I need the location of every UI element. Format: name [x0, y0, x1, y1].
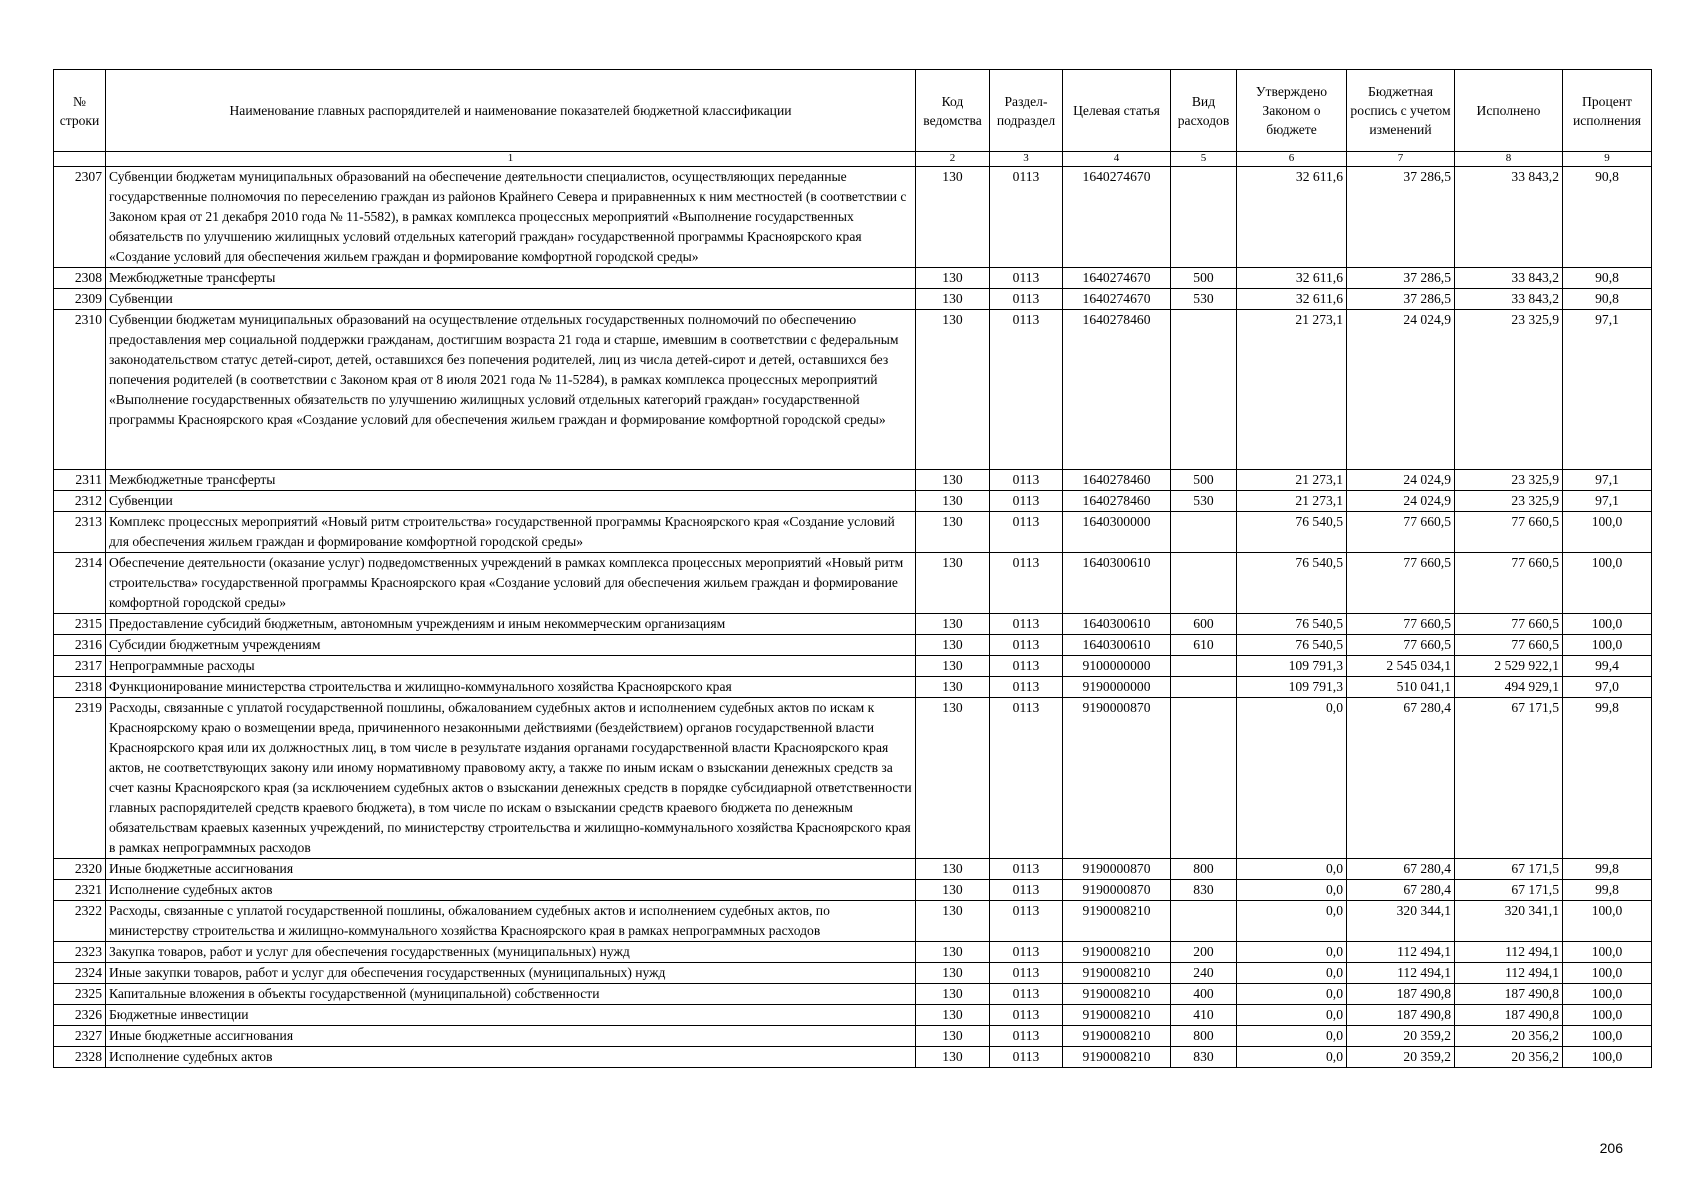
table-row [54, 1047, 1652, 1068]
row-approved: 21 273,1 [1237, 491, 1347, 512]
table-row [54, 635, 1652, 656]
row-percent: 100,0 [1563, 614, 1652, 635]
row-number: 2308 [54, 268, 106, 289]
table-row [54, 268, 1652, 289]
row-approved: 21 273,1 [1237, 470, 1347, 491]
table-row [54, 491, 1652, 512]
row-percent: 99,8 [1563, 880, 1652, 901]
row-section: 0113 [990, 880, 1063, 901]
row-dept-code: 130 [916, 614, 990, 635]
row-section: 0113 [990, 901, 1063, 942]
row-target: 1640278460 [1063, 470, 1171, 491]
row-percent: 97,1 [1563, 470, 1652, 491]
row-percent: 100,0 [1563, 1026, 1652, 1047]
row-executed: 187 490,8 [1455, 984, 1563, 1005]
row-percent: 100,0 [1563, 512, 1652, 553]
table-row [54, 880, 1652, 901]
row-executed: 67 171,5 [1455, 859, 1563, 880]
row-number: 2328 [54, 1047, 106, 1068]
row-approved: 32 611,6 [1237, 289, 1347, 310]
row-dept-code: 130 [916, 880, 990, 901]
row-dept-code: 130 [916, 1026, 990, 1047]
row-executed: 33 843,2 [1455, 268, 1563, 289]
row-executed: 23 325,9 [1455, 470, 1563, 491]
row-section: 0113 [990, 491, 1063, 512]
header-expense-type: Вид расходов [1171, 70, 1237, 152]
row-target: 1640278460 [1063, 310, 1171, 470]
row-number: 2319 [54, 698, 106, 859]
row-budget-list: 37 286,5 [1347, 268, 1455, 289]
row-target: 1640274670 [1063, 167, 1171, 268]
row-section: 0113 [990, 656, 1063, 677]
row-name: Комплекс процессных мероприятий «Новый ритм строительства» государственной программы Красноярского края «Создание условий для обеспечения жильем граждан и формирование комфортной городской среды» [106, 512, 916, 553]
row-target: 9190008210 [1063, 984, 1171, 1005]
row-executed: 33 843,2 [1455, 167, 1563, 268]
row-target: 9190008210 [1063, 1026, 1171, 1047]
table-row [54, 553, 1652, 614]
row-approved: 0,0 [1237, 901, 1347, 942]
row-target: 1640300000 [1063, 512, 1171, 553]
column-number: 6 [1237, 152, 1347, 167]
table-row [54, 470, 1652, 491]
row-number: 2311 [54, 470, 106, 491]
row-dept-code: 130 [916, 901, 990, 942]
row-expense-type [1171, 310, 1237, 470]
row-expense-type [1171, 698, 1237, 859]
row-expense-type: 600 [1171, 614, 1237, 635]
row-name: Межбюджетные трансферты [106, 268, 916, 289]
page-number: 206 [1599, 1140, 1623, 1156]
row-name: Исполнение судебных актов [106, 880, 916, 901]
row-executed: 112 494,1 [1455, 963, 1563, 984]
row-target: 9100000000 [1063, 656, 1171, 677]
row-executed: 67 171,5 [1455, 880, 1563, 901]
row-expense-type [1171, 656, 1237, 677]
row-target: 9190000870 [1063, 859, 1171, 880]
row-expense-type [1171, 167, 1237, 268]
table-row [54, 167, 1652, 268]
row-executed: 33 843,2 [1455, 289, 1563, 310]
row-expense-type: 530 [1171, 289, 1237, 310]
row-dept-code: 130 [916, 470, 990, 491]
row-dept-code: 130 [916, 677, 990, 698]
row-name: Капитальные вложения в объекты государственной (муниципальной) собственности [106, 984, 916, 1005]
row-executed: 20 356,2 [1455, 1047, 1563, 1068]
table-row [54, 310, 1652, 470]
row-approved: 0,0 [1237, 984, 1347, 1005]
table-row [54, 512, 1652, 553]
row-executed: 67 171,5 [1455, 698, 1563, 859]
row-name: Обеспечение деятельности (оказание услуг) подведомственных учреждений в рамках комплекса процессных мероприятий «Новый ритм строительства» государственной программы Красноярского края «Создание условий для обеспечения жильем граждан и формирование комфортной городской среды» [106, 553, 916, 614]
column-number: 8 [1455, 152, 1563, 167]
row-name: Субвенции бюджетам муниципальных образований на осуществление отдельных государственных полномочий по обеспечению предоставления мер социальной поддержки гражданам, достигшим возраста 21 года и старше, имевшим в соответствии с федеральным законодательством статус детей-сирот, детей, оставшихся без попечения родителей, лиц из числа детей-сирот и детей, оставшихся без попечения родителей (в соответствии с Законом края от 8 июля 2021 года № 11-5284), в рамках комплекса процессных мероприятий «Выполнение государственных обязательств по улучшению жилищных условий отдельных категорий граждан» государственной программы Красноярского края «Создание условий для обеспечения жильем граждан и формирование комфортной городской среды» [106, 310, 916, 470]
row-name: Иные бюджетные ассигнования [106, 1026, 916, 1047]
row-number: 2325 [54, 984, 106, 1005]
header-approved: Утверждено Законом о бюджете [1237, 70, 1347, 152]
row-section: 0113 [990, 963, 1063, 984]
column-number: 5 [1171, 152, 1237, 167]
row-expense-type: 200 [1171, 942, 1237, 963]
row-number: 2318 [54, 677, 106, 698]
row-budget-list: 187 490,8 [1347, 1005, 1455, 1026]
row-name: Исполнение судебных актов [106, 1047, 916, 1068]
row-expense-type: 500 [1171, 470, 1237, 491]
row-budget-list: 37 286,5 [1347, 167, 1455, 268]
table-row [54, 614, 1652, 635]
row-name: Закупка товаров, работ и услуг для обеспечения государственных (муниципальных) нужд [106, 942, 916, 963]
row-section: 0113 [990, 167, 1063, 268]
table-body [54, 167, 1652, 1068]
row-section: 0113 [990, 859, 1063, 880]
row-budget-list: 510 041,1 [1347, 677, 1455, 698]
row-dept-code: 130 [916, 942, 990, 963]
row-expense-type: 400 [1171, 984, 1237, 1005]
row-dept-code: 130 [916, 1047, 990, 1068]
row-name: Субсидии бюджетным учреждениям [106, 635, 916, 656]
row-target: 1640274670 [1063, 289, 1171, 310]
row-budget-list: 24 024,9 [1347, 491, 1455, 512]
row-budget-list: 67 280,4 [1347, 698, 1455, 859]
row-dept-code: 130 [916, 963, 990, 984]
row-expense-type: 610 [1171, 635, 1237, 656]
row-budget-list: 20 359,2 [1347, 1047, 1455, 1068]
row-executed: 494 929,1 [1455, 677, 1563, 698]
row-executed: 112 494,1 [1455, 942, 1563, 963]
table-row [54, 698, 1652, 859]
row-expense-type: 830 [1171, 1047, 1237, 1068]
header-dept-code: Код ведомства [916, 70, 990, 152]
row-dept-code: 130 [916, 289, 990, 310]
row-number: 2323 [54, 942, 106, 963]
row-section: 0113 [990, 512, 1063, 553]
row-executed: 77 660,5 [1455, 512, 1563, 553]
row-approved: 76 540,5 [1237, 635, 1347, 656]
row-executed: 20 356,2 [1455, 1026, 1563, 1047]
row-approved: 0,0 [1237, 1047, 1347, 1068]
row-approved: 76 540,5 [1237, 614, 1347, 635]
row-target: 9190008210 [1063, 942, 1171, 963]
row-name: Предоставление субсидий бюджетным, автономным учреждениям и иным некоммерческим организациям [106, 614, 916, 635]
row-number: 2322 [54, 901, 106, 942]
row-percent: 100,0 [1563, 1047, 1652, 1068]
row-section: 0113 [990, 553, 1063, 614]
row-target: 1640274670 [1063, 268, 1171, 289]
row-approved: 109 791,3 [1237, 677, 1347, 698]
row-budget-list: 77 660,5 [1347, 553, 1455, 614]
row-number: 2309 [54, 289, 106, 310]
row-dept-code: 130 [916, 553, 990, 614]
column-number: 9 [1563, 152, 1652, 167]
row-number: 2316 [54, 635, 106, 656]
row-number: 2317 [54, 656, 106, 677]
row-expense-type: 410 [1171, 1005, 1237, 1026]
header-executed: Исполнено [1455, 70, 1563, 152]
row-percent: 100,0 [1563, 635, 1652, 656]
row-target: 1640278460 [1063, 491, 1171, 512]
row-dept-code: 130 [916, 491, 990, 512]
row-name: Бюджетные инвестиции [106, 1005, 916, 1026]
table-row [54, 963, 1652, 984]
row-percent: 99,8 [1563, 859, 1652, 880]
row-section: 0113 [990, 1005, 1063, 1026]
row-approved: 0,0 [1237, 859, 1347, 880]
row-target: 1640300610 [1063, 553, 1171, 614]
row-percent: 90,8 [1563, 289, 1652, 310]
header-name: Наименование главных распорядителей и наименование показателей бюджетной классификации [106, 70, 916, 152]
row-section: 0113 [990, 635, 1063, 656]
row-percent: 100,0 [1563, 901, 1652, 942]
row-approved: 0,0 [1237, 698, 1347, 859]
row-percent: 100,0 [1563, 553, 1652, 614]
header-target: Целевая статья [1063, 70, 1171, 152]
row-number: 2320 [54, 859, 106, 880]
column-number [54, 152, 106, 167]
row-number: 2314 [54, 553, 106, 614]
row-name: Межбюджетные трансферты [106, 470, 916, 491]
row-target: 9190008210 [1063, 1005, 1171, 1026]
row-dept-code: 130 [916, 268, 990, 289]
row-dept-code: 130 [916, 1005, 990, 1026]
row-percent: 90,8 [1563, 268, 1652, 289]
row-number: 2321 [54, 880, 106, 901]
row-number: 2312 [54, 491, 106, 512]
row-section: 0113 [990, 677, 1063, 698]
header-section: Раздел-подраздел [990, 70, 1063, 152]
row-percent: 97,1 [1563, 310, 1652, 470]
row-section: 0113 [990, 698, 1063, 859]
row-section: 0113 [990, 614, 1063, 635]
row-section: 0113 [990, 1047, 1063, 1068]
row-name: Расходы, связанные с уплатой государственной пошлины, обжалованием судебных актов и исполнением судебных актов по искам к Красноярскому краю о возмещении вреда, причиненного незаконными действиями (бездействием) органов государственной власти Красноярского края или их должностных лиц, в том числе в результате издания органами государственной власти Красноярского края актов, не соответствующих закону или иному нормативному правовому акту, а также по иным искам о взыскании денежных средств за счет казны Красноярского края (за исключением судебных актов о взыскании денежных средств в порядке субсидиарной ответственности главных распорядителей средств краевого бюджета), в том числе по искам о взыскании средств краевого бюджета по денежным обязательствам краевых казенных учреждений, по министерству строительства и жилищно-коммунального хозяйства Красноярского края в рамках непрограммных расходов [106, 698, 916, 859]
row-budget-list: 24 024,9 [1347, 470, 1455, 491]
row-dept-code: 130 [916, 635, 990, 656]
row-percent: 100,0 [1563, 984, 1652, 1005]
row-number: 2307 [54, 167, 106, 268]
table-header-row [54, 70, 1652, 152]
row-target: 9190000870 [1063, 698, 1171, 859]
row-number: 2313 [54, 512, 106, 553]
row-approved: 0,0 [1237, 942, 1347, 963]
row-percent: 99,8 [1563, 698, 1652, 859]
column-number: 3 [990, 152, 1063, 167]
row-section: 0113 [990, 1026, 1063, 1047]
table-row [54, 984, 1652, 1005]
row-approved: 76 540,5 [1237, 512, 1347, 553]
row-percent: 100,0 [1563, 942, 1652, 963]
row-name: Иные закупки товаров, работ и услуг для обеспечения государственных (муниципальных) нужд [106, 963, 916, 984]
row-percent: 90,8 [1563, 167, 1652, 268]
row-budget-list: 187 490,8 [1347, 984, 1455, 1005]
row-section: 0113 [990, 984, 1063, 1005]
row-section: 0113 [990, 470, 1063, 491]
row-target: 9190008210 [1063, 901, 1171, 942]
table-row [54, 656, 1652, 677]
row-executed: 320 341,1 [1455, 901, 1563, 942]
row-percent: 99,4 [1563, 656, 1652, 677]
row-number: 2324 [54, 963, 106, 984]
row-budget-list: 20 359,2 [1347, 1026, 1455, 1047]
row-budget-list: 77 660,5 [1347, 635, 1455, 656]
row-executed: 2 529 922,1 [1455, 656, 1563, 677]
row-approved: 0,0 [1237, 963, 1347, 984]
table-row [54, 289, 1652, 310]
row-percent: 100,0 [1563, 1005, 1652, 1026]
budget-execution-table [53, 69, 1652, 1068]
row-expense-type: 500 [1171, 268, 1237, 289]
row-dept-code: 130 [916, 656, 990, 677]
table-row [54, 1026, 1652, 1047]
row-budget-list: 77 660,5 [1347, 512, 1455, 553]
row-name: Расходы, связанные с уплатой государственной пошлины, обжалованием судебных актов и исполнением судебных актов, по министерству строительства и жилищно-коммунального хозяйства Красноярского края в рамках непрограммных расходов [106, 901, 916, 942]
column-number-row [54, 152, 1652, 167]
row-dept-code: 130 [916, 859, 990, 880]
row-dept-code: 130 [916, 698, 990, 859]
row-number: 2326 [54, 1005, 106, 1026]
row-percent: 97,0 [1563, 677, 1652, 698]
row-budget-list: 2 545 034,1 [1347, 656, 1455, 677]
row-section: 0113 [990, 310, 1063, 470]
table-row [54, 942, 1652, 963]
row-executed: 77 660,5 [1455, 553, 1563, 614]
row-approved: 32 611,6 [1237, 167, 1347, 268]
row-executed: 187 490,8 [1455, 1005, 1563, 1026]
row-name: Субвенции [106, 289, 916, 310]
row-name: Субвенции [106, 491, 916, 512]
row-target: 9190008210 [1063, 963, 1171, 984]
row-approved: 21 273,1 [1237, 310, 1347, 470]
row-name: Непрограммные расходы [106, 656, 916, 677]
row-executed: 77 660,5 [1455, 614, 1563, 635]
row-budget-list: 67 280,4 [1347, 859, 1455, 880]
row-executed: 23 325,9 [1455, 310, 1563, 470]
header-percent: Процент исполнения [1563, 70, 1652, 152]
column-number: 7 [1347, 152, 1455, 167]
row-expense-type [1171, 901, 1237, 942]
column-number: 4 [1063, 152, 1171, 167]
row-number: 2310 [54, 310, 106, 470]
row-section: 0113 [990, 289, 1063, 310]
row-name: Субвенции бюджетам муниципальных образований на обеспечение деятельности специалистов, осуществляющих переданные государственные полномочия по переселению граждан из районов Крайнего Севера и приравненных к ним местностей (в соответствии с Законом края от 21 декабря 2010 года № 11-5582), в рамках комплекса процессных мероприятий «Выполнение государственных обязательств по улучшению жилищных условий отдельных категорий граждан» государственной программы Красноярского края «Создание условий для обеспечения жильем граждан и формирование комфортной городской среды» [106, 167, 916, 268]
row-budget-list: 112 494,1 [1347, 963, 1455, 984]
row-dept-code: 130 [916, 512, 990, 553]
row-target: 9190008210 [1063, 1047, 1171, 1068]
row-approved: 0,0 [1237, 1005, 1347, 1026]
row-expense-type [1171, 677, 1237, 698]
row-dept-code: 130 [916, 167, 990, 268]
row-budget-list: 112 494,1 [1347, 942, 1455, 963]
row-target: 1640300610 [1063, 635, 1171, 656]
row-name: Иные бюджетные ассигнования [106, 859, 916, 880]
row-section: 0113 [990, 268, 1063, 289]
row-approved: 32 611,6 [1237, 268, 1347, 289]
row-percent: 97,1 [1563, 491, 1652, 512]
table-row [54, 677, 1652, 698]
table-row [54, 859, 1652, 880]
row-expense-type [1171, 553, 1237, 614]
row-expense-type: 830 [1171, 880, 1237, 901]
table-row [54, 901, 1652, 942]
row-dept-code: 130 [916, 984, 990, 1005]
row-expense-type [1171, 512, 1237, 553]
row-name: Функционирование министерства строительства и жилищно-коммунального хозяйства Красноярского края [106, 677, 916, 698]
row-target: 9190000000 [1063, 677, 1171, 698]
table-row [54, 1005, 1652, 1026]
column-number: 1 [106, 152, 916, 167]
row-expense-type: 800 [1171, 1026, 1237, 1047]
row-dept-code: 130 [916, 310, 990, 470]
row-budget-list: 37 286,5 [1347, 289, 1455, 310]
column-number: 2 [916, 152, 990, 167]
row-expense-type: 800 [1171, 859, 1237, 880]
row-expense-type: 530 [1171, 491, 1237, 512]
row-budget-list: 320 344,1 [1347, 901, 1455, 942]
row-expense-type: 240 [1171, 963, 1237, 984]
row-approved: 76 540,5 [1237, 553, 1347, 614]
row-budget-list: 67 280,4 [1347, 880, 1455, 901]
row-number: 2327 [54, 1026, 106, 1047]
row-approved: 109 791,3 [1237, 656, 1347, 677]
row-section: 0113 [990, 942, 1063, 963]
row-number: 2315 [54, 614, 106, 635]
row-target: 9190000870 [1063, 880, 1171, 901]
row-approved: 0,0 [1237, 880, 1347, 901]
row-budget-list: 77 660,5 [1347, 614, 1455, 635]
row-executed: 23 325,9 [1455, 491, 1563, 512]
row-budget-list: 24 024,9 [1347, 310, 1455, 470]
header-budget-list: Бюджетная роспись с учетом изменений [1347, 70, 1455, 152]
row-approved: 0,0 [1237, 1026, 1347, 1047]
row-target: 1640300610 [1063, 614, 1171, 635]
row-executed: 77 660,5 [1455, 635, 1563, 656]
row-percent: 100,0 [1563, 963, 1652, 984]
header-row-number: № строки [54, 70, 106, 152]
